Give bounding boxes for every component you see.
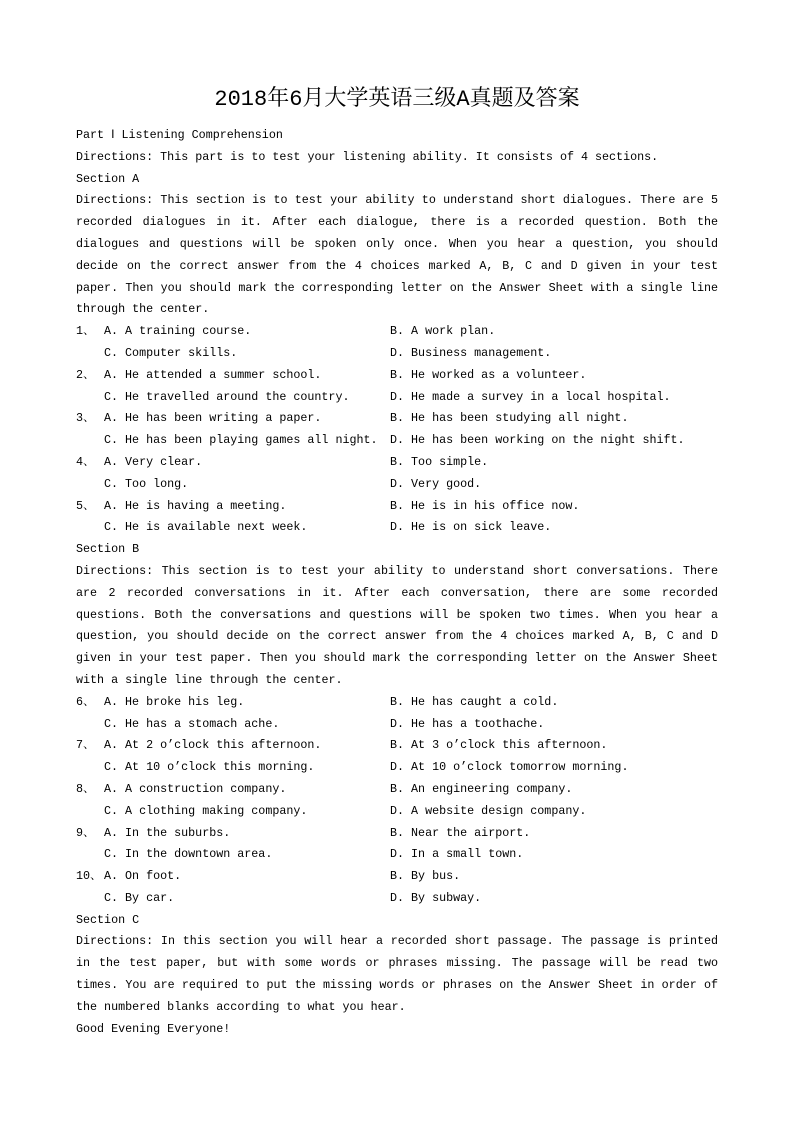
question-9 bbox=[76, 823, 718, 867]
question-8 bbox=[76, 779, 718, 823]
question-number: 10、 bbox=[76, 869, 102, 884]
option-d: D. In a small town. bbox=[390, 847, 524, 862]
option-b: B. Too simple. bbox=[390, 454, 489, 469]
question-row bbox=[76, 866, 718, 888]
question-row bbox=[76, 888, 718, 910]
option-b: B. An engineering company. bbox=[390, 781, 573, 796]
question-number: 1、 bbox=[76, 324, 95, 339]
part-directions: Directions: This part is to test your listening ability. It consists of 4 sections. bbox=[76, 149, 659, 164]
question-number: 2、 bbox=[76, 367, 95, 382]
question-number: 6、 bbox=[76, 694, 95, 709]
section-c-directions: Directions: In this section you will hear a recorded short passage. The passage is printed in the test paper, but with some words or phrases missing. The passage will be read two times. You are required to put the missing words or phrases on the Answer Sheet in order of the numbered blanks according to what you hear. bbox=[76, 934, 718, 1014]
question-1 bbox=[76, 321, 718, 365]
question-number: 7、 bbox=[76, 738, 95, 753]
section-a-directions: Directions: This section is to test your ability to understand short dialogues. There are 5 recorded dialogues in it. After each dialogue, there is a recorded question. Both the dialogues and questions will be spoken only once. When you hear a question, you should decide on the correct answer from the 4 choices marked A, B, C and D given in your test paper. Then you should mark the corresponding letter on the Answer Sheet with a single line through the center. bbox=[76, 193, 718, 317]
section-b-directions: Directions: This section is to test your ability to understand short conversations. There are 2 recorded conversations in it. After each conversation, there are some recorded questions. Both the conversations and questions will be spoken two times. When you hear a question, you should decide on the correct answer from the 4 choices marked A, B, C and D given in your test paper. Then you should mark the corresponding letter on the Answer Sheet with a single line through the center. bbox=[76, 563, 718, 687]
option-a: A. He attended a summer school. bbox=[104, 367, 322, 382]
question-row bbox=[76, 387, 718, 409]
question-number: 8、 bbox=[76, 781, 95, 796]
question-row bbox=[76, 365, 718, 387]
option-c: C. At 10 o’clock this morning. bbox=[104, 760, 315, 775]
question-number: 9、 bbox=[76, 825, 95, 840]
option-b: B. Near the airport. bbox=[390, 825, 531, 840]
question-row bbox=[76, 452, 718, 474]
question-6 bbox=[76, 692, 718, 736]
question-number-spacer bbox=[76, 801, 104, 823]
option-a: A. A training course. bbox=[104, 324, 252, 339]
question-number-spacer bbox=[76, 387, 104, 409]
option-a: A. A construction company. bbox=[104, 781, 287, 796]
question-number-spacer bbox=[76, 888, 104, 910]
question-number-spacer bbox=[76, 844, 104, 866]
question-2 bbox=[76, 365, 718, 409]
option-d: D. At 10 o’clock tomorrow morning. bbox=[390, 760, 629, 775]
option-b: B. He has been studying all night. bbox=[390, 411, 629, 426]
option-c: C. Too long. bbox=[104, 476, 189, 491]
question-row bbox=[76, 517, 718, 539]
option-c: C. He is available next week. bbox=[104, 520, 308, 535]
question-number-spacer bbox=[76, 430, 104, 452]
question-4 bbox=[76, 452, 718, 496]
question-number-spacer bbox=[76, 474, 104, 496]
option-b: B. By bus. bbox=[390, 869, 461, 884]
question-number-spacer bbox=[76, 517, 104, 539]
question-row bbox=[76, 343, 718, 365]
section-b-heading: Section B bbox=[76, 542, 140, 557]
question-number-spacer bbox=[76, 343, 104, 365]
option-d: D. He made a survey in a local hospital. bbox=[390, 389, 671, 404]
option-a: A. He is having a meeting. bbox=[104, 498, 287, 513]
question-7 bbox=[76, 735, 718, 779]
question-3 bbox=[76, 408, 718, 452]
question-number: 5、 bbox=[76, 498, 95, 513]
question-row bbox=[76, 735, 718, 757]
option-a: A. Very clear. bbox=[104, 454, 203, 469]
option-b: B. He is in his office now. bbox=[390, 498, 580, 513]
question-row bbox=[76, 779, 718, 801]
option-d: D. He is on sick leave. bbox=[390, 520, 552, 535]
option-c: C. By car. bbox=[104, 890, 175, 905]
passage-opening-line: Good Evening Everyone! bbox=[76, 1021, 231, 1036]
option-c: C. He has been playing games all night. bbox=[104, 433, 378, 448]
question-number: 4、 bbox=[76, 454, 95, 469]
section-a-heading: Section A bbox=[76, 171, 140, 186]
option-b: B. A work plan. bbox=[390, 324, 496, 339]
option-d: D. Business management. bbox=[390, 345, 552, 360]
option-c: C. He travelled around the country. bbox=[104, 389, 350, 404]
question-row bbox=[76, 757, 718, 779]
question-row bbox=[76, 474, 718, 496]
question-row bbox=[76, 430, 718, 452]
question-row bbox=[76, 496, 718, 518]
option-c: C. In the downtown area. bbox=[104, 847, 273, 862]
option-c: C. He has a stomach ache. bbox=[104, 716, 280, 731]
option-b: B. He worked as a volunteer. bbox=[390, 367, 587, 382]
option-b: B. At 3 o’clock this afternoon. bbox=[390, 738, 608, 753]
question-10 bbox=[76, 866, 718, 910]
option-a: A. On foot. bbox=[104, 869, 182, 884]
question-row bbox=[76, 844, 718, 866]
option-a: A. In the suburbs. bbox=[104, 825, 231, 840]
option-a: A. He broke his leg. bbox=[104, 694, 245, 709]
option-d: D. By subway. bbox=[390, 890, 482, 905]
question-row bbox=[76, 714, 718, 736]
option-d: D. He has been working on the night shift. bbox=[390, 433, 685, 448]
option-b: B. He has caught a cold. bbox=[390, 694, 559, 709]
question-row bbox=[76, 823, 718, 845]
question-row bbox=[76, 692, 718, 714]
document-title: 2018年6月大学英语三级A真题及答案 bbox=[214, 87, 580, 112]
option-d: D. A website design company. bbox=[390, 803, 587, 818]
question-row bbox=[76, 801, 718, 823]
option-d: D. Very good. bbox=[390, 476, 482, 491]
part-heading: Part Ⅰ Listening Comprehension bbox=[76, 128, 283, 142]
question-row bbox=[76, 321, 718, 343]
option-c: C. A clothing making company. bbox=[104, 803, 308, 818]
question-number-spacer bbox=[76, 757, 104, 779]
question-number-spacer bbox=[76, 714, 104, 736]
option-a: A. At 2 o’clock this afternoon. bbox=[104, 738, 322, 753]
section-c-heading: Section C bbox=[76, 912, 140, 927]
question-5 bbox=[76, 496, 718, 540]
option-d: D. He has a toothache. bbox=[390, 716, 545, 731]
question-row bbox=[76, 408, 718, 430]
question-number: 3、 bbox=[76, 411, 95, 426]
option-a: A. He has been writing a paper. bbox=[104, 411, 322, 426]
option-c: C. Computer skills. bbox=[104, 345, 238, 360]
